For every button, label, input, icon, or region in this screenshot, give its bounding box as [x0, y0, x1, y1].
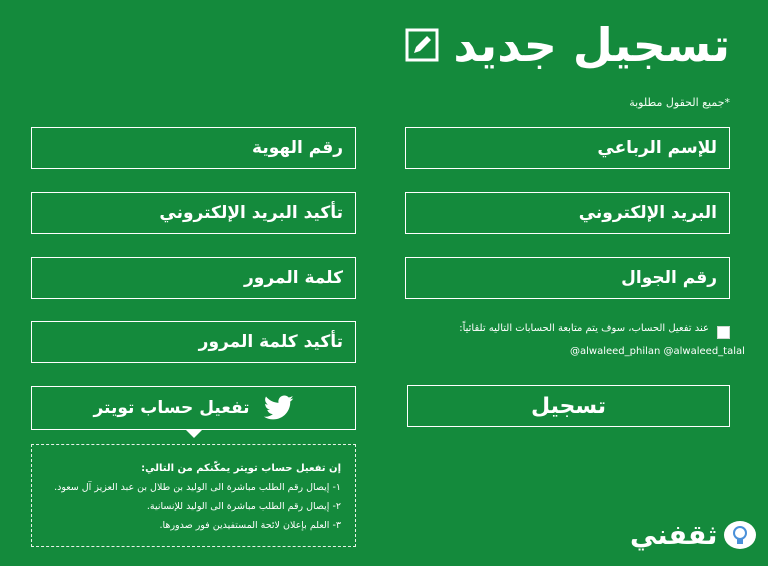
twitter-icon — [264, 395, 294, 421]
info-item: ١- إيصال رقم الطلب مباشرة الى الوليد بن طلال بن عبد العزيز آل سعود. — [54, 482, 341, 493]
follow-handles: @alwaleed_philan @alwaleed_talal — [570, 346, 745, 357]
follow-accounts-row — [405, 322, 730, 339]
twitter-activate-button[interactable] — [31, 386, 356, 430]
twitter-button-label: تفعيل حساب تويتر — [93, 398, 250, 418]
email-field[interactable]: البريد الإلكتروني — [405, 192, 730, 234]
edit-icon — [405, 28, 439, 62]
full-name-field[interactable]: للإسم الرباعي — [405, 127, 730, 169]
mobile-field[interactable]: رقم الجوال — [405, 257, 730, 299]
id-number-field[interactable]: رقم الهوية — [31, 127, 356, 169]
twitter-info-box — [31, 444, 356, 547]
confirm-email-field[interactable]: تأكيد البريد الإلكتروني — [31, 192, 356, 234]
lightbulb-icon — [723, 518, 757, 552]
info-item: ٢- إيصال رقم الطلب مباشرة الى الوليد للإنسانية. — [146, 501, 341, 512]
site-logo — [630, 518, 757, 552]
page-title — [405, 18, 730, 72]
confirm-password-field[interactable]: تأكيد كلمة المرور — [31, 321, 356, 363]
tooltip-arrow — [186, 430, 202, 438]
logo-text: ثقفني — [630, 519, 718, 551]
info-item: ٣- العلم بإعلان لائحة المستفيدين فور صدورها. — [159, 520, 341, 531]
follow-accounts-checkbox[interactable] — [717, 326, 730, 339]
follow-accounts-text: عند تفعيل الحساب، سوف يتم متابعة الحسابات التاليه تلقائياً: — [459, 323, 709, 334]
page-title-text: تسجيل جديد — [453, 18, 730, 72]
required-fields-note: *جميع الحقول مطلوبة — [629, 96, 730, 109]
password-field[interactable]: كلمة المرور — [31, 257, 356, 299]
info-title: إن تفعيل حساب تويتر يمكّنكم من التالي: — [141, 463, 341, 474]
register-button[interactable]: تسجيل — [407, 385, 730, 427]
